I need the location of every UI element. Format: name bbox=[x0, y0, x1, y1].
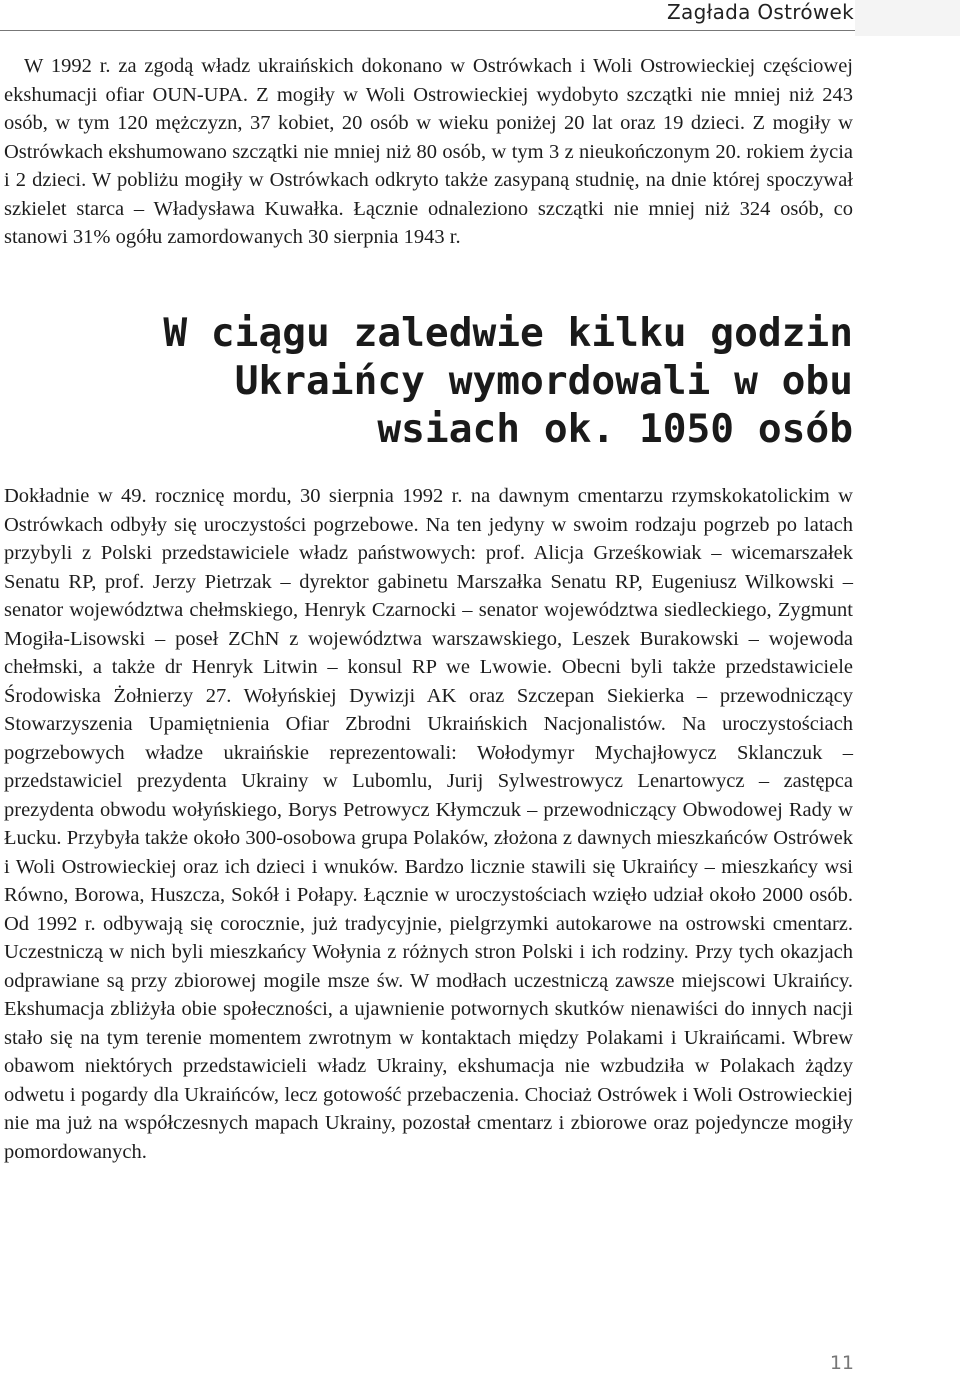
running-header: Zagłada Ostrówek bbox=[667, 0, 854, 24]
pull-quote: W ciągu zaledwie kilku godzin Ukraińcy wymordowali w obu wsiach ok. 1050 osób bbox=[163, 310, 853, 452]
page-number: 11 bbox=[829, 1352, 854, 1374]
paragraph-funeral: Dokładnie w 49. rocznicę mordu, 30 sierpnia 1992 r. na dawnym cmentarzu rzymskokatolickim w Ostrówkach odbyły się uroczystości pogrzebowe. Na ten jedyny w swoim rodzaju pogrzeb po latach przybyli z Polski przedstawiciele władz państwowych: prof. Alicja Grześkowiak – wicemarszałek Senatu RP, prof. Jerzy Pietrzak – dyrektor gabinetu Marszałka Senatu RP, Eugeniusz Wilkowski – senator województwa chełmskiego, Henryk Czarnocki – senator województwa siedleckiego, Zygmunt Mogiła-Lisowski – poseł ZChN z województwa warszawskiego, Leszek Burakowski – wojewoda chełmski, a także dr Henryk Litwin – konsul RP we Lwowie. Obecni byli także przedstawiciele Środowiska Żołnierzy 27. Wołyńskiej Dywizji AK oraz Szczepan Siekierka – przewodniczący Stowarzyszenia Upamiętnienia Ofiar Zbrodni Ukraińskich Nacjonalistów. Na uroczystościach pogrzebowych władze ukraińskie reprezentowali: Wołodymyr Mychajłowycz Sklanczuk – przedstawiciel prezydenta Ukrainy w Lubomlu, Jurij Sylwestrowycz Lenartowycz – zastępca prezydenta obwodu wołyńskiego, Borys Petrowycz Kłymczuk – przewodniczący Obwodowej Rady w Łucku. Przybyła także około 300-osobowa grupa Polaków, złożona z dawnych mieszkańców Ostrówek i Woli Ostrowieckiej oraz ich dzieci i wnuków. Bardzo licznie stawili się Ukraińcy – mieszkańcy wsi Równo, Borowa, Huszcza, Sokół i Połapy. Łącznie w uroczystościach wzięło udział około 2000 osób. Od 1992 r. odbywają się corocznie, już tradycyjnie, pielgrzymki autokarowe na ostrowski cmentarz. Uczestniczą w nich byli mieszkańcy Wołynia z różnych stron Polski i ich rodziny. Przy tych okazjach odprawiane są przy zbiorowej mogile msze św. W modłach uczestniczą zawsze miejscowi Ukraińcy. Ekshumacja zbliżyła obie społeczności, a ujawnienie potwornych skutków nienawiści do innych nacji stało się na tym terenie momentem zwrotnym w kontaktach między Polakami i Ukraińcami. Wbrew obawom niektórych przedstawicieli władz Ukrainy, ekshumacja nie wzbudziła w Polakach żądzy odwetu i pogardy dla Ukraińców, lecz gotowość przebaczenia. Chociaż Ostrówek i Woli Ostrowieckiej nie ma już na współczesnych mapach Ukrainy, pozostał cmentarz i zbiorowe oraz pojedyncze mogiły pomordowanych. bbox=[4, 485, 853, 1163]
page-edge-shade bbox=[855, 0, 960, 36]
paragraph-exhumation: W 1992 r. za zgodą władz ukraińskich dokonano w Ostrówkach i Woli Ostrowieckiej częściowej ekshumacji ofiar OUN-UPA. Z mogiły w Woli Ostrowieckiej wydobyto szczątki nie mniej niż 243 osób, w tym 120 mężczyzn, 37 kobiet, 20 osób w wieku poniżej 20 lat oraz 19 dzieci. Z mogiły w Ostrówkach ekshumowano szczątki nie mniej niż 80 osób, w tym 3 z nieukończonym 20. rokiem życia i 2 dzieci. W pobliżu mogiły w Ostrówkach odkryto także zasypaną studnię, na dnie której spoczywał szkielet starca – Władysława Kuwałka. Łącznie odnaleziono szczątki nie mniej niż 324 osób, co stanowi 31% ogółu zamordowanych 30 sierpnia 1943 r. bbox=[4, 55, 853, 248]
header-rule bbox=[0, 30, 855, 31]
